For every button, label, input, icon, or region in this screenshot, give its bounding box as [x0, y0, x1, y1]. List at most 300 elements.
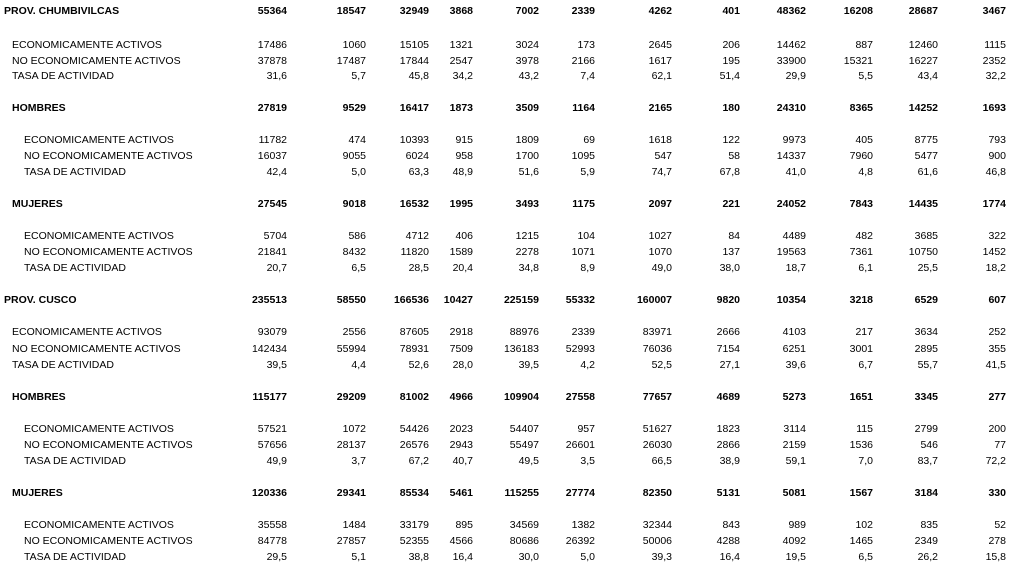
table-cell: 1465: [849, 535, 873, 547]
table-cell: 109904: [503, 391, 539, 403]
table-cell: 7361: [849, 246, 873, 258]
table-cell: 3345: [914, 391, 938, 403]
table-cell: 67,2: [408, 455, 429, 467]
table-cell: 4103: [782, 326, 806, 338]
table-cell: 2547: [449, 55, 473, 67]
row-label: TASA DE ACTIVIDAD: [12, 359, 114, 371]
table-cell: 55994: [336, 343, 366, 355]
table-cell: 6,5: [351, 262, 366, 274]
row-label: TASA DE ACTIVIDAD: [24, 166, 126, 178]
table-cell: 1060: [342, 39, 366, 51]
table-cell: 120336: [251, 487, 287, 499]
table-cell: 51627: [642, 423, 672, 435]
table-cell: 26576: [399, 439, 429, 451]
table-cell: 59,1: [785, 455, 806, 467]
table-cell: 57656: [257, 439, 287, 451]
table-cell: 5477: [914, 150, 938, 162]
table-cell: 11820: [400, 246, 429, 258]
table-cell: 1321: [449, 39, 473, 51]
table-cell: 27558: [565, 391, 595, 403]
table-cell: 48,9: [452, 166, 473, 178]
table-cell: 29209: [336, 391, 366, 403]
table-cell: 9055: [342, 150, 366, 162]
table-cell: 3024: [515, 39, 539, 51]
table-cell: 900: [988, 150, 1006, 162]
table-cell: 19563: [776, 246, 806, 258]
table-cell: 63,3: [408, 166, 429, 178]
table-cell: 38,0: [719, 262, 740, 274]
table-cell: 2097: [648, 198, 672, 210]
table-cell: 83971: [642, 326, 672, 338]
table-cell: 18,2: [985, 262, 1006, 274]
table-cell: 2166: [571, 55, 595, 67]
table-cell: 58: [728, 150, 740, 162]
table-cell: 8432: [342, 246, 366, 258]
table-cell: 3,5: [580, 455, 595, 467]
table-cell: 1536: [849, 439, 873, 451]
table-cell: 252: [988, 326, 1006, 338]
table-row: [0, 149, 1010, 163]
table-cell: 1567: [849, 487, 873, 499]
table-cell: 3685: [914, 230, 938, 242]
table-cell: 1618: [648, 134, 672, 146]
table-cell: 10354: [776, 294, 806, 306]
table-cell: 142434: [251, 343, 287, 355]
table-cell: 49,5: [518, 455, 539, 467]
table-cell: 15,8: [985, 551, 1006, 563]
table-cell: 32,2: [985, 70, 1006, 82]
row-label: NO ECONOMICAMENTE ACTIVOS: [24, 535, 193, 547]
table-cell: 2165: [648, 102, 672, 114]
table-cell: 5,5: [858, 70, 873, 82]
table-cell: 401: [722, 5, 740, 17]
table-cell: 5461: [449, 487, 473, 499]
table-cell: 1774: [982, 198, 1006, 210]
table-cell: 15321: [843, 55, 873, 67]
table-cell: 51,4: [719, 70, 740, 82]
table-cell: 33900: [776, 55, 806, 67]
table-cell: 83,7: [917, 455, 938, 467]
table-cell: 102: [855, 519, 873, 531]
table-cell: 74,7: [651, 166, 672, 178]
table-cell: 5273: [782, 391, 806, 403]
table-cell: 16417: [399, 102, 429, 114]
table-cell: 55332: [565, 294, 595, 306]
table-cell: 6,7: [858, 359, 873, 371]
table-cell: 3868: [449, 5, 473, 17]
table-cell: 104: [577, 230, 595, 242]
table-cell: 5,7: [351, 70, 366, 82]
row-label: ECONOMICAMENTE ACTIVOS: [24, 519, 174, 531]
row-label: PROV. CHUMBIVILCAS: [4, 5, 120, 17]
table-cell: 1651: [849, 391, 873, 403]
table-cell: 8775: [914, 134, 938, 146]
table-cell: 5131: [716, 487, 740, 499]
table-cell: 41,0: [785, 166, 806, 178]
table-cell: 278: [988, 535, 1006, 547]
table-cell: 1823: [716, 423, 740, 435]
table-cell: 85534: [399, 487, 429, 499]
table-cell: 5,1: [351, 551, 366, 563]
table-cell: 586: [348, 230, 366, 242]
table-cell: 2895: [914, 343, 938, 355]
table-cell: 54407: [509, 423, 539, 435]
table-cell: 137: [722, 246, 740, 258]
table-cell: 1095: [571, 150, 595, 162]
table-cell: 6,1: [858, 262, 873, 274]
table-cell: 546: [920, 439, 938, 451]
table-cell: 4489: [782, 230, 806, 242]
table-cell: 52355: [399, 535, 429, 547]
table-cell: 14435: [908, 198, 938, 210]
table-section-row: [0, 4, 1010, 18]
table-cell: 34,8: [518, 262, 539, 274]
table-cell: 58550: [336, 294, 366, 306]
table-cell: 32949: [399, 5, 429, 17]
row-label: ECONOMICAMENTE ACTIVOS: [24, 423, 174, 435]
table-cell: 6,5: [858, 551, 873, 563]
table-cell: 6024: [405, 150, 429, 162]
table-cell: 406: [455, 230, 473, 242]
table-cell: 1027: [648, 230, 672, 242]
table-cell: 27857: [336, 535, 366, 547]
table-cell: 235513: [251, 294, 287, 306]
table-cell: 4288: [716, 535, 740, 547]
table-cell: 16532: [399, 198, 429, 210]
row-label: HOMBRES: [12, 391, 66, 403]
table-cell: 29,5: [266, 551, 287, 563]
table-cell: 10750: [908, 246, 938, 258]
table-cell: 2556: [342, 326, 366, 338]
table-cell: 17487: [336, 55, 366, 67]
table-cell: 2866: [716, 439, 740, 451]
table-cell: 136183: [503, 343, 539, 355]
table-cell: 180: [722, 102, 740, 114]
row-label: PROV. CUSCO: [4, 294, 77, 306]
table-cell: 18,7: [785, 262, 806, 274]
table-cell: 2339: [571, 326, 595, 338]
table-cell: 9973: [782, 134, 806, 146]
table-cell: 2339: [571, 5, 595, 17]
table-cell: 1164: [572, 102, 595, 114]
table-cell: 4566: [449, 535, 473, 547]
row-label: MUJERES: [12, 198, 63, 210]
table-row: [0, 54, 1010, 68]
table-cell: 52,5: [651, 359, 672, 371]
table-row: [0, 133, 1010, 147]
row-label: NO ECONOMICAMENTE ACTIVOS: [24, 439, 193, 451]
table-cell: 115: [856, 423, 873, 435]
table-cell: 28,0: [452, 359, 473, 371]
table-cell: 46,8: [985, 166, 1006, 178]
table-cell: 330: [988, 487, 1006, 499]
table-cell: 27774: [565, 487, 595, 499]
row-label: TASA DE ACTIVIDAD: [24, 455, 126, 467]
table-cell: 33179: [399, 519, 429, 531]
table-cell: 225159: [503, 294, 539, 306]
table-cell: 55,7: [917, 359, 938, 371]
table-cell: 88976: [509, 326, 539, 338]
row-label: ECONOMICAMENTE ACTIVOS: [24, 134, 174, 146]
table-cell: 887: [855, 39, 873, 51]
table-cell: 195: [722, 55, 740, 67]
table-section-row: [0, 197, 1010, 211]
table-cell: 16037: [257, 150, 287, 162]
table-cell: 221: [722, 198, 740, 210]
table-cell: 3493: [515, 198, 539, 210]
table-cell: 217: [855, 326, 873, 338]
table-cell: 322: [988, 230, 1006, 242]
table-cell: 43,4: [917, 70, 938, 82]
table-cell: 61,6: [917, 166, 938, 178]
table-cell: 17486: [257, 39, 287, 51]
table-cell: 3218: [849, 294, 873, 306]
table-cell: 3001: [849, 343, 873, 355]
table-cell: 76036: [642, 343, 672, 355]
table-cell: 49,9: [266, 455, 287, 467]
table-cell: 2799: [914, 423, 938, 435]
table-cell: 2349: [914, 535, 938, 547]
table-cell: 5,9: [580, 166, 595, 178]
table-cell: 115177: [252, 391, 287, 403]
table-cell: 958: [455, 150, 473, 162]
table-cell: 7960: [849, 150, 873, 162]
table-cell: 160007: [636, 294, 672, 306]
table-cell: 16,4: [452, 551, 473, 563]
table-row: [0, 69, 1010, 83]
table-cell: 4712: [405, 230, 429, 242]
table-cell: 9529: [342, 102, 366, 114]
table-cell: 2645: [648, 39, 672, 51]
table-row: [0, 342, 1010, 356]
table-cell: 4966: [449, 391, 473, 403]
table-cell: 52: [994, 519, 1006, 531]
table-section-row: [0, 101, 1010, 115]
table-cell: 1382: [571, 519, 595, 531]
table-cell: 9018: [342, 198, 366, 210]
table-cell: 49,0: [651, 262, 672, 274]
table-cell: 55497: [509, 439, 539, 451]
table-cell: 2159: [782, 439, 806, 451]
table-cell: 7,0: [858, 455, 873, 467]
row-label: TASA DE ACTIVIDAD: [12, 70, 114, 82]
row-label: NO ECONOMICAMENTE ACTIVOS: [12, 55, 181, 67]
table-cell: 122: [722, 134, 740, 146]
table-cell: 27819: [257, 102, 287, 114]
table-cell: 18547: [336, 5, 366, 17]
table-cell: 11782: [258, 134, 287, 146]
table-cell: 2918: [449, 326, 473, 338]
table-cell: 84: [728, 230, 740, 242]
table-cell: 15105: [399, 39, 429, 51]
table-cell: 10427: [443, 294, 473, 306]
row-label: TASA DE ACTIVIDAD: [24, 551, 126, 563]
table-cell: 4,8: [858, 166, 873, 178]
table-cell: 27545: [257, 198, 287, 210]
table-cell: 39,3: [651, 551, 672, 563]
table-cell: 28137: [336, 439, 366, 451]
table-cell: 835: [920, 519, 938, 531]
table-cell: 52,6: [408, 359, 429, 371]
table-cell: 30,0: [518, 551, 539, 563]
table-cell: 1873: [449, 102, 473, 114]
table-cell: 14252: [908, 102, 938, 114]
table-cell: 17844: [399, 55, 429, 67]
table-cell: 843: [722, 519, 740, 531]
table-cell: 1215: [515, 230, 539, 242]
table-section-row: [0, 390, 1010, 404]
table-cell: 4689: [716, 391, 740, 403]
table-cell: 67,8: [719, 166, 740, 178]
table-cell: 915: [455, 134, 473, 146]
table-cell: 1484: [342, 519, 366, 531]
table-cell: 1589: [449, 246, 473, 258]
table-cell: 34,2: [452, 70, 473, 82]
table-cell: 4262: [648, 5, 672, 17]
table-cell: 7843: [849, 198, 873, 210]
row-label: NO ECONOMICAMENTE ACTIVOS: [24, 246, 193, 258]
table-row: [0, 165, 1010, 179]
table-cell: 52993: [565, 343, 595, 355]
table-cell: 28687: [908, 5, 938, 17]
table-cell: 93079: [257, 326, 287, 338]
table-row: [0, 534, 1010, 548]
table-cell: 957: [577, 423, 595, 435]
row-label: NO ECONOMICAMENTE ACTIVOS: [24, 150, 193, 162]
table-row: [0, 325, 1010, 339]
table-cell: 7509: [449, 343, 473, 355]
row-label: ECONOMICAMENTE ACTIVOS: [24, 230, 174, 242]
table-cell: 39,6: [785, 359, 806, 371]
table-cell: 206: [722, 39, 740, 51]
table-cell: 48362: [776, 5, 806, 17]
table-cell: 1617: [648, 55, 672, 67]
table-cell: 78931: [399, 343, 429, 355]
table-cell: 4092: [782, 535, 806, 547]
table-cell: 1700: [515, 150, 539, 162]
table-cell: 19,5: [785, 551, 806, 563]
table-cell: 8,9: [580, 262, 595, 274]
table-cell: 989: [788, 519, 806, 531]
table-cell: 37878: [257, 55, 287, 67]
table-cell: 7002: [515, 5, 539, 17]
table-cell: 12460: [908, 39, 938, 51]
table-cell: 2278: [515, 246, 539, 258]
table-cell: 1072: [342, 423, 366, 435]
table-cell: 2943: [449, 439, 473, 451]
table-cell: 793: [988, 134, 1006, 146]
table-cell: 7154: [716, 343, 740, 355]
table-cell: 5,0: [351, 166, 366, 178]
table-cell: 482: [855, 230, 873, 242]
table-cell: 50006: [642, 535, 672, 547]
table-cell: 2352: [982, 55, 1006, 67]
row-label: NO ECONOMICAMENTE ACTIVOS: [12, 343, 181, 355]
table-cell: 3467: [982, 5, 1006, 17]
row-label: HOMBRES: [12, 102, 66, 114]
table-cell: 3114: [783, 423, 806, 435]
table-cell: 77657: [642, 391, 672, 403]
row-label: TASA DE ACTIVIDAD: [24, 262, 126, 274]
table-cell: 1175: [572, 198, 595, 210]
table-row: [0, 38, 1010, 52]
table-cell: 31,6: [266, 70, 287, 82]
row-label: MUJERES: [12, 487, 63, 499]
table-cell: 16,4: [719, 551, 740, 563]
table-cell: 81002: [399, 391, 429, 403]
table-cell: 35558: [257, 519, 287, 531]
table-row: [0, 550, 1010, 564]
table-cell: 32344: [642, 519, 672, 531]
table-cell: 1071: [571, 246, 595, 258]
table-cell: 7,4: [580, 70, 595, 82]
table-cell: 72,2: [985, 455, 1006, 467]
table-cell: 34569: [509, 519, 539, 531]
table-cell: 3634: [914, 326, 938, 338]
table-cell: 2023: [449, 423, 473, 435]
table-row: [0, 422, 1010, 436]
table-cell: 25,5: [917, 262, 938, 274]
table-cell: 14337: [776, 150, 806, 162]
table-cell: 26,2: [917, 551, 938, 563]
table-cell: 62,1: [651, 70, 672, 82]
table-cell: 38,9: [719, 455, 740, 467]
table-cell: 474: [348, 134, 366, 146]
table-cell: 16227: [908, 55, 938, 67]
table-cell: 1809: [515, 134, 539, 146]
table-row: [0, 518, 1010, 532]
table-cell: 166536: [393, 294, 429, 306]
table-cell: 14462: [776, 39, 806, 51]
table-cell: 4,2: [580, 359, 595, 371]
table-cell: 1995: [449, 198, 473, 210]
table-cell: 54426: [399, 423, 429, 435]
table-cell: 115255: [504, 487, 539, 499]
table-cell: 39,5: [518, 359, 539, 371]
table-cell: 9820: [716, 294, 740, 306]
table-cell: 77: [994, 439, 1006, 451]
table-row: [0, 454, 1010, 468]
table-cell: 80686: [509, 535, 539, 547]
table-cell: 1115: [984, 39, 1006, 51]
table-cell: 20,7: [266, 262, 287, 274]
table-row: [0, 261, 1010, 275]
table-cell: 24310: [776, 102, 806, 114]
table-cell: 39,5: [266, 359, 287, 371]
table-cell: 27,1: [719, 359, 740, 371]
table-cell: 1452: [982, 246, 1006, 258]
table-cell: 45,8: [408, 70, 429, 82]
table-cell: 3184: [914, 487, 938, 499]
table-cell: 200: [988, 423, 1006, 435]
table-cell: 82350: [642, 487, 672, 499]
table-cell: 607: [988, 294, 1006, 306]
table-cell: 405: [855, 134, 873, 146]
table-row: [0, 245, 1010, 259]
table-cell: 42,4: [266, 166, 287, 178]
table-cell: 51,6: [518, 166, 539, 178]
table-cell: 1693: [982, 102, 1006, 114]
table-cell: 895: [455, 519, 473, 531]
table-cell: 5,0: [580, 551, 595, 563]
table-cell: 6251: [782, 343, 806, 355]
table-cell: 277: [988, 391, 1006, 403]
table-cell: 24052: [776, 198, 806, 210]
table-cell: 57521: [257, 423, 287, 435]
table-row: [0, 358, 1010, 372]
table-cell: 87605: [399, 326, 429, 338]
row-label: ECONOMICAMENTE ACTIVOS: [12, 39, 162, 51]
